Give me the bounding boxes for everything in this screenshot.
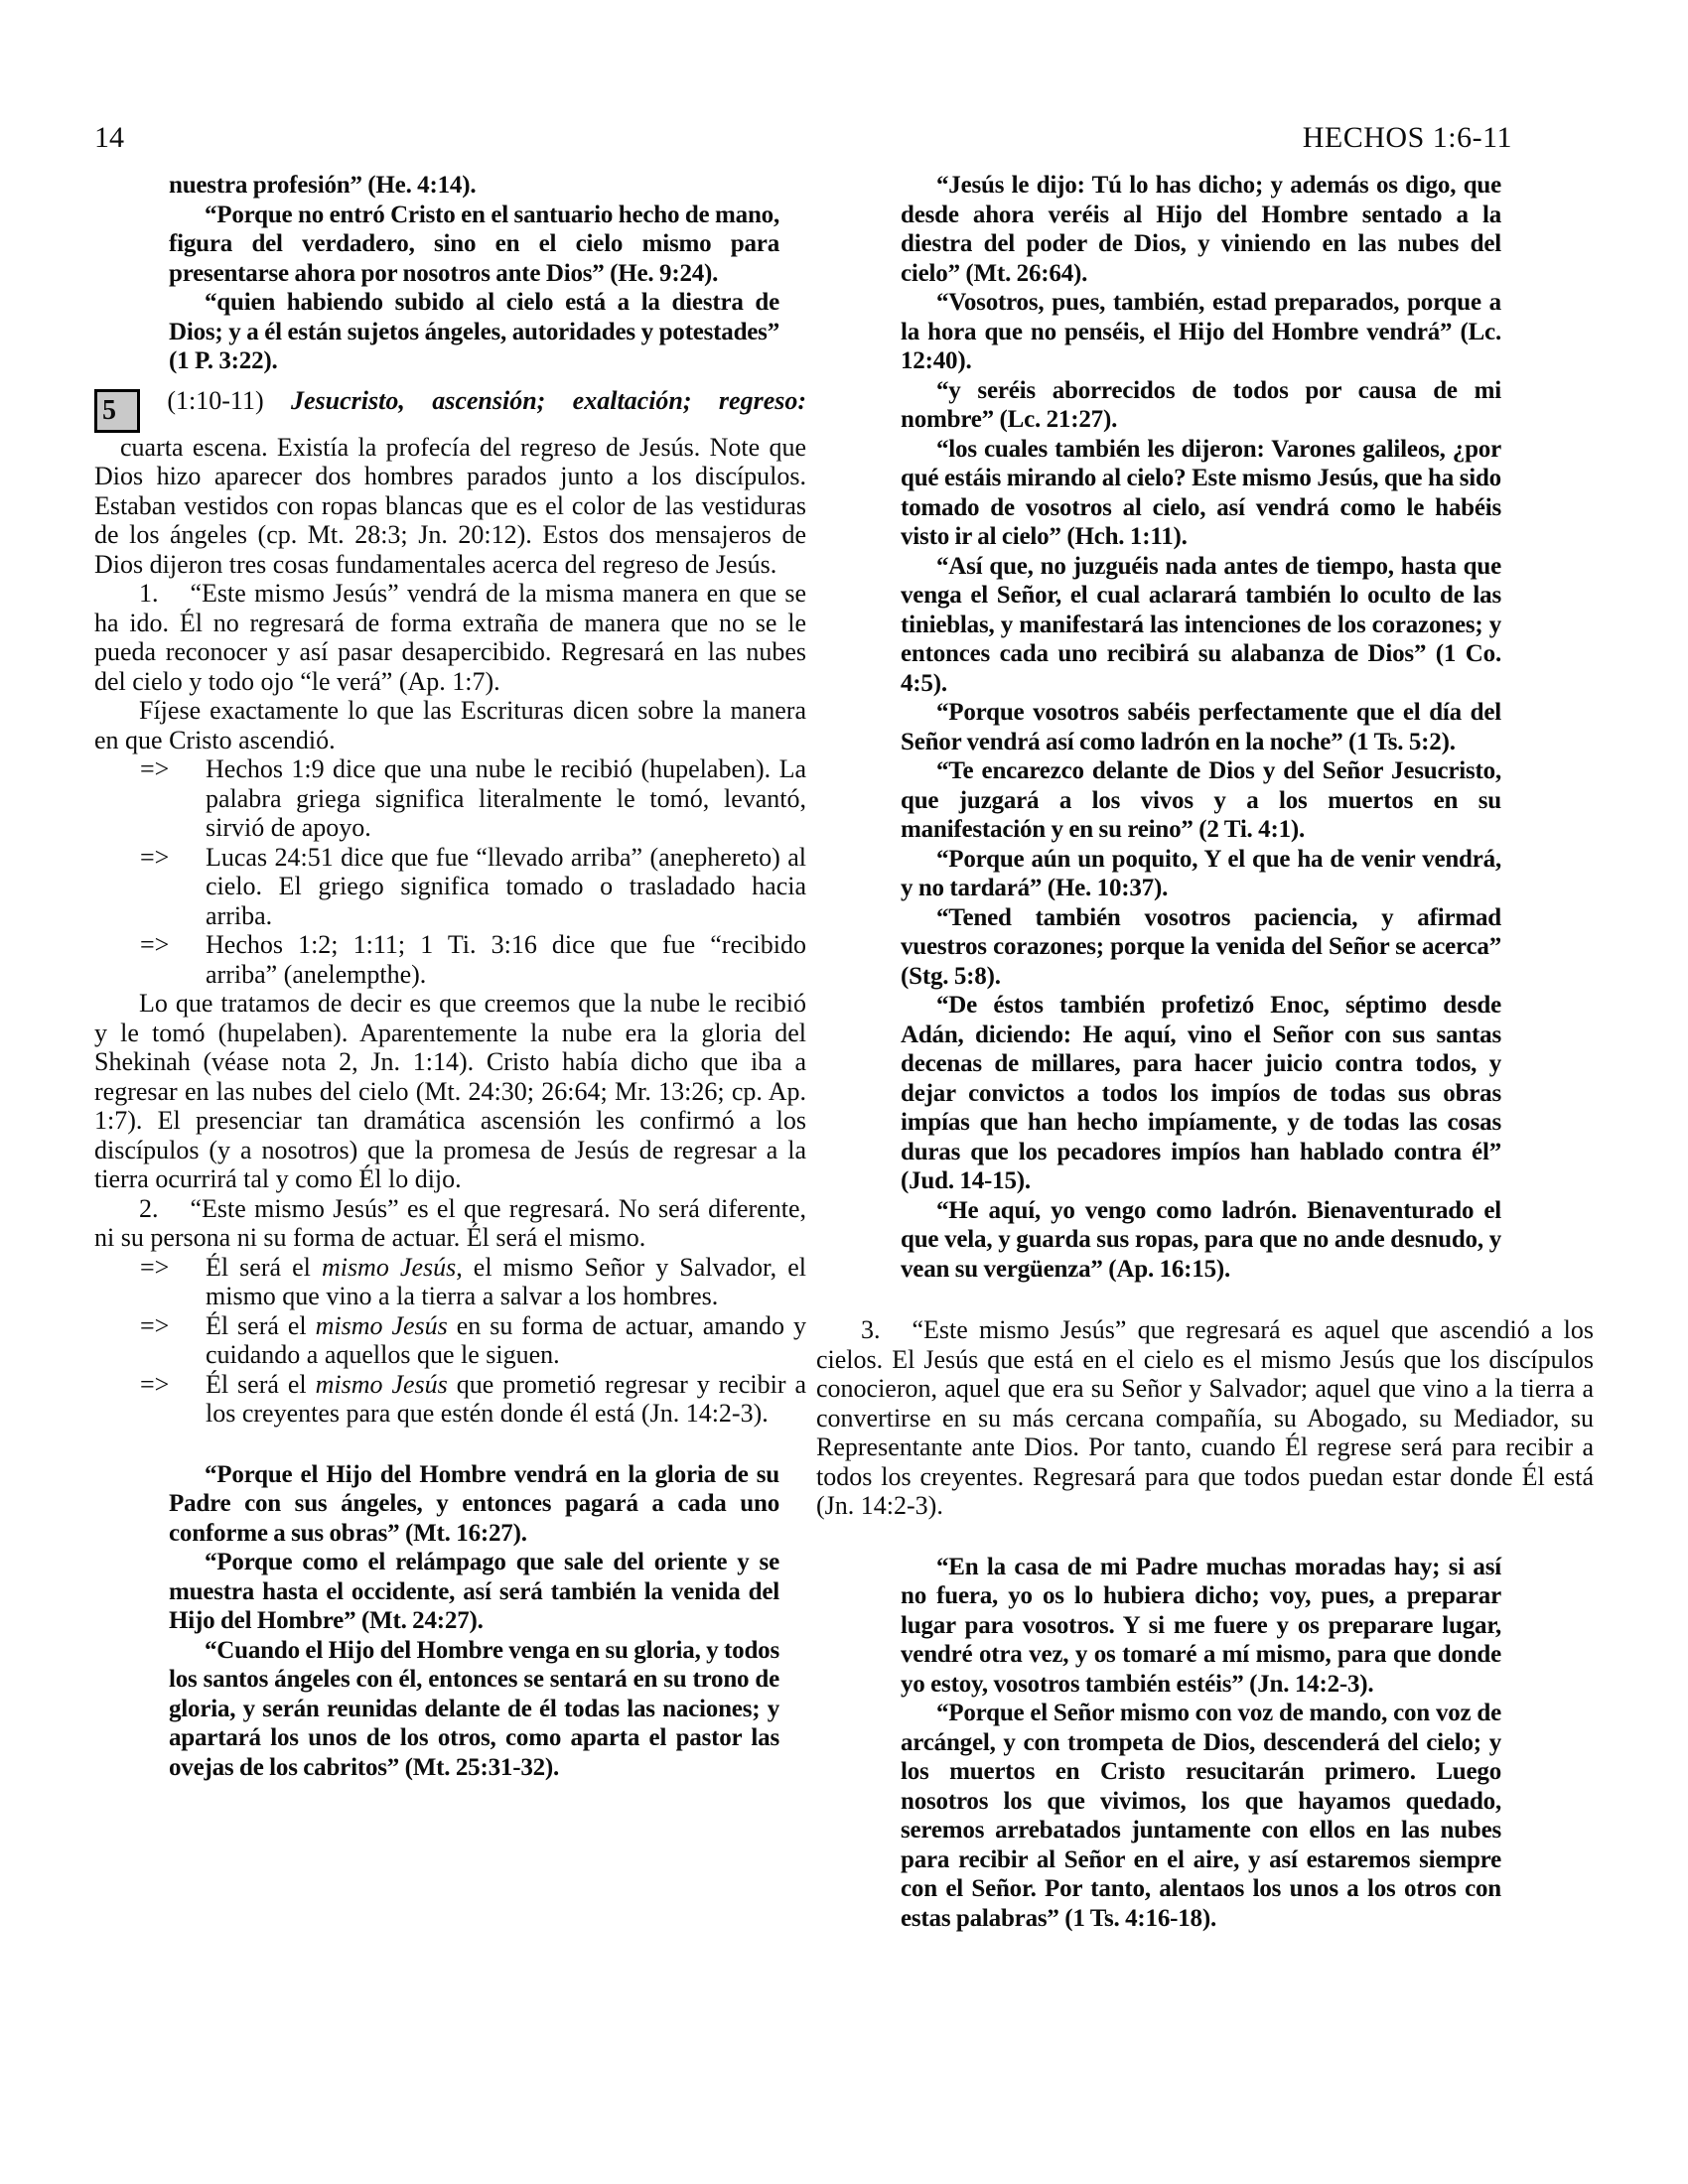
scripture-quote: “Porque el Hijo del Hombre vendrá en la gloria de su Padre con sus ángeles, y entonces pagará a cada uno conforme a sus obras” (Mt. 16:27). — [169, 1460, 779, 1547]
arrow-list-item — [94, 1370, 806, 1429]
scripture-quote: “Te encarezco delante de Dios y del Señor Jesucristo, que juzgará a los vivos y a los muertos en su manifestación y en su reino” (2 Ti. 4:1). — [901, 757, 1501, 843]
list-item-text — [206, 1311, 806, 1370]
paragraph-number: 1. — [139, 579, 159, 608]
paragraph-text: “Este mismo Jesús” que regresará es aquel que ascendió a los cielos. El Jesús que está en el cielo es el mismo Jesús que los discípulos conocieron, aquel que era su Señor y Salvador; aquel que vino a la tierra a convertirse en su más cercana compañía, su Abogado, su Mediador, su Representante ante Dios. Por tanto, cuando Él regrese será para recibir a todos los creyentes. Regresará para que todos puedan estar donde Él está (Jn. 14:2-3). — [816, 1315, 1594, 1520]
double-arrow-icon: => — [140, 1310, 170, 1340]
list-item-text: Hechos 1:9 dice que una nube le recibió (hupelaben). La palabra griega significa literalmente le tomó, levantó, sirvió de apoyo. — [206, 754, 806, 842]
page-number: 14 — [94, 121, 124, 154]
scripture-quote: “Porque aún un poquito, Y el que ha de venir vendrá, y no tardará” (He. 10:37). — [901, 845, 1501, 901]
paragraph-number: 3. — [861, 1315, 881, 1344]
note-number-box: 5 — [94, 389, 140, 433]
text-run: Él será el — [206, 1252, 322, 1282]
italic-phrase: mismo Jesús — [321, 1252, 457, 1282]
paragraph-text: “Este mismo Jesús” vendrá de la misma manera en que se ha ido. Él no regresará de forma extraña de manera que no se le pueda reconocer y así pasar desapercibido. Regresará en las nubes del cielo y todo ojo “le verá” (Ap. 1:7). — [94, 579, 806, 696]
left-column — [94, 171, 806, 1933]
arrow-list-item — [94, 754, 806, 843]
arrow-list-item — [94, 843, 806, 931]
double-arrow-icon: => — [140, 930, 170, 959]
text-run: Él será el — [206, 1310, 316, 1340]
numbered-paragraph-1 — [94, 579, 806, 696]
list-item-text — [206, 1253, 806, 1311]
note-reference: (1:10-11) — [167, 385, 264, 415]
italic-phrase: mismo Jesús — [315, 1369, 448, 1399]
note-topic: Jesucristo, ascensión; exaltación; regreso: — [290, 385, 807, 415]
double-arrow-icon: => — [140, 754, 170, 783]
scripture-quote: “Porque no entró Cristo en el santuario hecho de mano, figura del verdadero, sino en el cielo mismo para presentarse ahora por nosotros ante Dios” (He. 9:24). — [169, 201, 779, 287]
scripture-quote: “En la casa de mi Padre muchas moradas hay; si así no fuera, yo os lo hubiera dicho; voy, pues, a preparar lugar para vosotros. Y si me fuere y os preparare lugar, vendré otra vez, y os tomaré a mí mismo, para que donde yo estoy, vosotros también estéis” (Jn. 14:2-3). — [901, 1553, 1501, 1698]
scripture-quote: “Vosotros, pues, también, estad preparados, porque a la hora que no penséis, el Hijo del Hombre vendrá” (Lc. 12:40). — [901, 289, 1501, 374]
running-head: HECHOS 1:6-11 — [1302, 121, 1512, 154]
body-paragraph: Lo que tratamos de decir es que creemos que la nube le recibió y le tomó (hupelaben). Aparentemente la nube era la gloria del Shekinah (véase nota 2, Jn. 1:14). Cristo había dicho que iba a regresar en las nubes del cielo (Mt. 24:30; 26:64; Mr. 13:26; cp. Ap. 1:7). El presenciar tan dramática ascensión les confirmó a los discípulos (y a nosotros) que la promesa de Jesús de regresar a la tierra ocurrirá tal y como Él lo dijo. — [94, 989, 806, 1193]
body-paragraph: Fíjese exactamente lo que las Escrituras dicen sobre la manera en que Cristo ascendió. — [94, 696, 806, 754]
text-run: , el mismo Señor y Salvador, el mismo que vino a la tierra a salvar a los hombres. — [206, 1252, 806, 1310]
double-arrow-icon: => — [140, 1369, 170, 1399]
scripture-quote: “Jesús le dijo: Tú lo has dicho; y además os digo, que desde ahora veréis al Hijo del Hombre sentado a la diestra del poder de Dios, y viniendo en las nubes del cielo” (Mt. 26:64). — [901, 172, 1501, 287]
numbered-paragraph-2 — [94, 1194, 806, 1253]
scripture-quote: “quien habiendo subido al cielo está a la diestra de Dios; y a él están sujetos ángeles, autoridades y potestades” (1 P. 3:22). — [169, 289, 779, 374]
note-text: cuarta escena. Existía la profecía del regreso de Jesús. Note que Dios hizo aparecer dos hombres parados junto a los discípulos. Estaban vestidos con ropas blancas que es el color de las vestiduras de los ángeles (cp. Mt. 28:3; Jn. 20:12). Estos dos mensajeros de Dios dijeron tres cosas fundamentales acerca del regreso de Jesús. — [94, 432, 806, 579]
page-header — [94, 121, 1594, 155]
scripture-quote: “Porque vosotros sabéis perfectamente que el día del Señor vendrá así como ladrón en la noche” (1 Ts. 5:2). — [901, 699, 1501, 755]
scripture-quote: “Porque el Señor mismo con voz de mando, con voz de arcángel, y con trompeta de Dios, descenderá del cielo; y los muertos en Cristo resucitarán primero. Luego nosotros los que vivimos, los que hayamos quedado, seremos arrebatados juntamente con ellos en las nubes para recibir al Señor en el aire, y así estaremos siempre con el Señor. Por tanto, alentaos los unos a los otros con estas palabras” (1 Ts. 4:16-18). — [901, 1700, 1501, 1932]
list-item-text — [206, 1370, 806, 1429]
two-column-content — [94, 171, 1594, 1933]
list-item-text: Hechos 1:2; 1:11; 1 Ti. 3:16 dice que fue “recibido arriba” (anelempthe). — [206, 930, 806, 989]
scripture-quote: “He aquí, yo vengo como ladrón. Bienaventurado el que vela, y guarda sus ropas, para que no ande desnudo, y vean su vergüenza” (Ap. 16:15). — [901, 1196, 1501, 1283]
double-arrow-icon: => — [140, 1252, 170, 1282]
text-run: en su forma de actuar, amando y cuidando a aquellos que le siguen. — [206, 1310, 806, 1369]
paragraph-number: 2. — [139, 1193, 159, 1223]
text-run: que prometió regresar y recibir a los creyentes para que estén donde él está (Jn. 14:2-3). — [206, 1369, 806, 1428]
scripture-quote: “Así que, no juzguéis nada antes de tiempo, hasta que venga el Señor, el cual aclarará también lo oculto de las tinieblas, y manifestará las intenciones de los corazones; y entonces cada uno recibirá su alabanza de Dios” (1 Co. 4:5). — [901, 552, 1501, 697]
right-column — [816, 171, 1594, 1933]
arrow-list-item — [94, 1253, 806, 1311]
arrow-list-item — [94, 1311, 806, 1370]
scripture-quote: “Cuando el Hijo del Hombre venga en su gloria, y todos los santos ángeles con él, entonces se sentará en su trono de gloria, y serán reunidas delante de él todas las naciones; y apartará los unos de los otros, como aparta el pastor las ovejas de los cabritos” (Mt. 25:31-32). — [169, 1636, 779, 1781]
scripture-quote: “y seréis aborrecidos de todos por causa de mi nombre” (Lc. 21:27). — [901, 376, 1501, 433]
scripture-quote: “los cuales también les dijeron: Varones galileos, ¿por qué estáis mirando al cielo? Este mismo Jesús, que ha sido tomado de vosotros al cielo, así vendrá como le habéis visto ir al cielo” (Hch. 1:11). — [901, 435, 1501, 550]
numbered-paragraph-3 — [816, 1315, 1594, 1521]
scripture-quote: “De éstos también profetizó Enoc, séptimo desde Adán, diciendo: He aquí, vino el Señor con sus santas decenas de millares, para hacer juicio contra todos, y dejar convictos a todos los impíos de todas sus obras impías que han hecho impíamente, y de todas las cosas duras que los pecadores impíos han hablado contra él” (Jud. 14-15). — [901, 992, 1501, 1194]
italic-phrase: mismo Jesús — [315, 1310, 448, 1340]
scripture-quote: “Tened también vosotros paciencia, y afirmad vuestros corazones; porque la venida del Señor se acerca” (Stg. 5:8). — [901, 903, 1501, 990]
text-run: Él será el — [206, 1369, 316, 1399]
arrow-list-item — [94, 930, 806, 989]
double-arrow-icon: => — [140, 842, 170, 872]
scripture-quote: nuestra profesión” (He. 4:14). — [169, 172, 477, 199]
scripture-quote: “Porque como el relámpago que sale del oriente y se muestra hasta el occidente, así será también la venida del Hijo del Hombre” (Mt. 24:27). — [169, 1549, 779, 1634]
list-item-text: Lucas 24:51 dice que fue “llevado arriba” (anephereto) al cielo. El griego significa tomado o trasladado hacia arriba. — [206, 842, 806, 930]
note-heading — [94, 386, 806, 433]
paragraph-text: “Este mismo Jesús” es el que regresará. No será diferente, ni su persona ni su forma de actuar. Él será el mismo. — [94, 1193, 806, 1252]
